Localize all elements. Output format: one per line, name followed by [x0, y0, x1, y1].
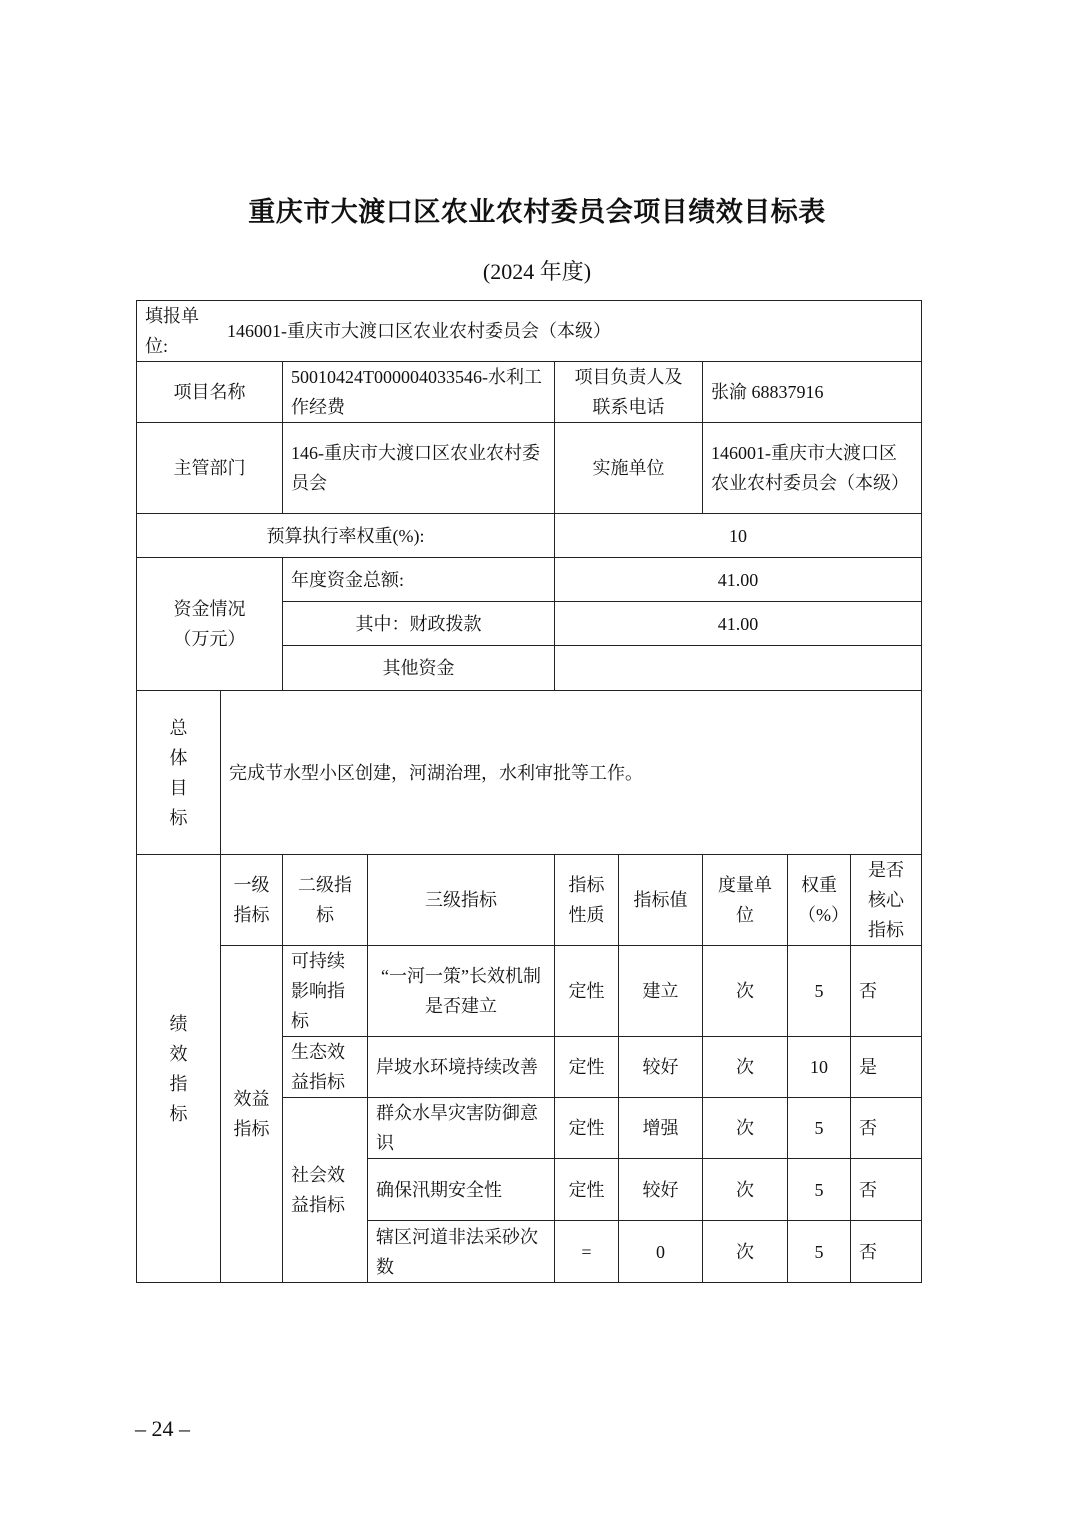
unit-cell: 次 [703, 1098, 788, 1159]
overall-goal-value: 完成节水型小区创建，河湖治理，水利审批等工作。 [221, 691, 922, 855]
header-weight: 权重（%） [788, 855, 851, 946]
project-name-label: 项目名称 [137, 362, 283, 423]
unit-cell: 次 [703, 946, 788, 1037]
department-value: 146-重庆市大渡口区农业农村委员会 [283, 423, 555, 514]
core-cell: 是 [851, 1037, 922, 1098]
funds-total-label: 年度资金总额: [283, 558, 555, 602]
funds-other-value [555, 646, 922, 691]
value-cell: 较好 [619, 1037, 703, 1098]
weight-cell: 5 [788, 1221, 851, 1283]
page-title: 重庆市大渡口区农业农村委员会项目绩效目标表 [248, 197, 826, 227]
level3-cell: 确保汛期安全性 [368, 1159, 555, 1221]
funds-total-value: 41.00 [555, 558, 922, 602]
weight-cell: 5 [788, 946, 851, 1037]
overall-goal-label: 总体目标 [137, 691, 221, 855]
performance-target-table [136, 300, 922, 1283]
level3-cell: 岸坡水环境持续改善 [368, 1037, 555, 1098]
funds-other-label: 其他资金 [283, 646, 555, 691]
implementing-unit-label: 实施单位 [555, 423, 703, 514]
core-cell: 否 [851, 1159, 922, 1221]
nature-cell: 定性 [555, 1098, 619, 1159]
header-nature: 指标性质 [555, 855, 619, 946]
reporting-unit-cell [137, 301, 922, 362]
funds-fiscal-label: 其中：财政拨款 [283, 602, 555, 646]
project-name-value: 50010424T000004033546-水利工作经费 [283, 362, 555, 423]
header-level1: 一级指标 [221, 855, 283, 946]
level2-cell: 社会效益指标 [283, 1098, 368, 1283]
nature-cell: 定性 [555, 946, 619, 1037]
weight-cell: 5 [788, 1159, 851, 1221]
weight-cell: 10 [788, 1037, 851, 1098]
department-label: 主管部门 [137, 423, 283, 514]
budget-weight-label: 预算执行率权重(%): [137, 514, 555, 558]
level2-cell: 生态效益指标 [283, 1037, 368, 1098]
header-level2: 二级指标 [283, 855, 368, 946]
value-cell: 增强 [619, 1098, 703, 1159]
funds-fiscal-value: 41.00 [555, 602, 922, 646]
header-unit: 度量单位 [703, 855, 788, 946]
value-cell: 较好 [619, 1159, 703, 1221]
implementing-unit-value: 146001-重庆市大渡口区农业农村委员会（本级） [703, 423, 922, 514]
reporting-unit-value: 146001-重庆市大渡口区农业农村委员会（本级） [227, 321, 611, 341]
project-leader-label: 项目负责人及联系电话 [555, 362, 703, 423]
level3-cell: 群众水旱灾害防御意识 [368, 1098, 555, 1159]
core-cell: 否 [851, 946, 922, 1037]
nature-cell: 定性 [555, 1159, 619, 1221]
level2-cell: 可持续影响指标 [283, 946, 368, 1037]
unit-cell: 次 [703, 1159, 788, 1221]
unit-cell: 次 [703, 1221, 788, 1283]
nature-cell: = [555, 1221, 619, 1283]
core-cell: 否 [851, 1221, 922, 1283]
nature-cell: 定性 [555, 1037, 619, 1098]
funds-label: 资金情况（万元） [137, 558, 283, 691]
project-leader-value: 张渝 68837916 [703, 362, 922, 423]
header-core: 是否核心指标 [851, 855, 922, 946]
table-row [137, 946, 922, 1037]
level1-cell: 效益指标 [221, 946, 283, 1283]
level3-cell: 辖区河道非法采砂次数 [368, 1221, 555, 1283]
performance-label: 绩效指标 [137, 855, 221, 1283]
page-number: – 24 – [135, 1416, 190, 1441]
unit-cell: 次 [703, 1037, 788, 1098]
value-cell: 0 [619, 1221, 703, 1283]
header-value: 指标值 [619, 855, 703, 946]
page-subtitle: (2024 年度) [482, 259, 592, 284]
weight-cell: 5 [788, 1098, 851, 1159]
header-level3: 三级指标 [368, 855, 555, 946]
level3-cell: “一河一策”长效机制是否建立 [368, 946, 555, 1037]
budget-weight-value: 10 [555, 514, 922, 558]
reporting-unit-label: 填报单位: [145, 306, 199, 356]
core-cell: 否 [851, 1098, 922, 1159]
value-cell: 建立 [619, 946, 703, 1037]
